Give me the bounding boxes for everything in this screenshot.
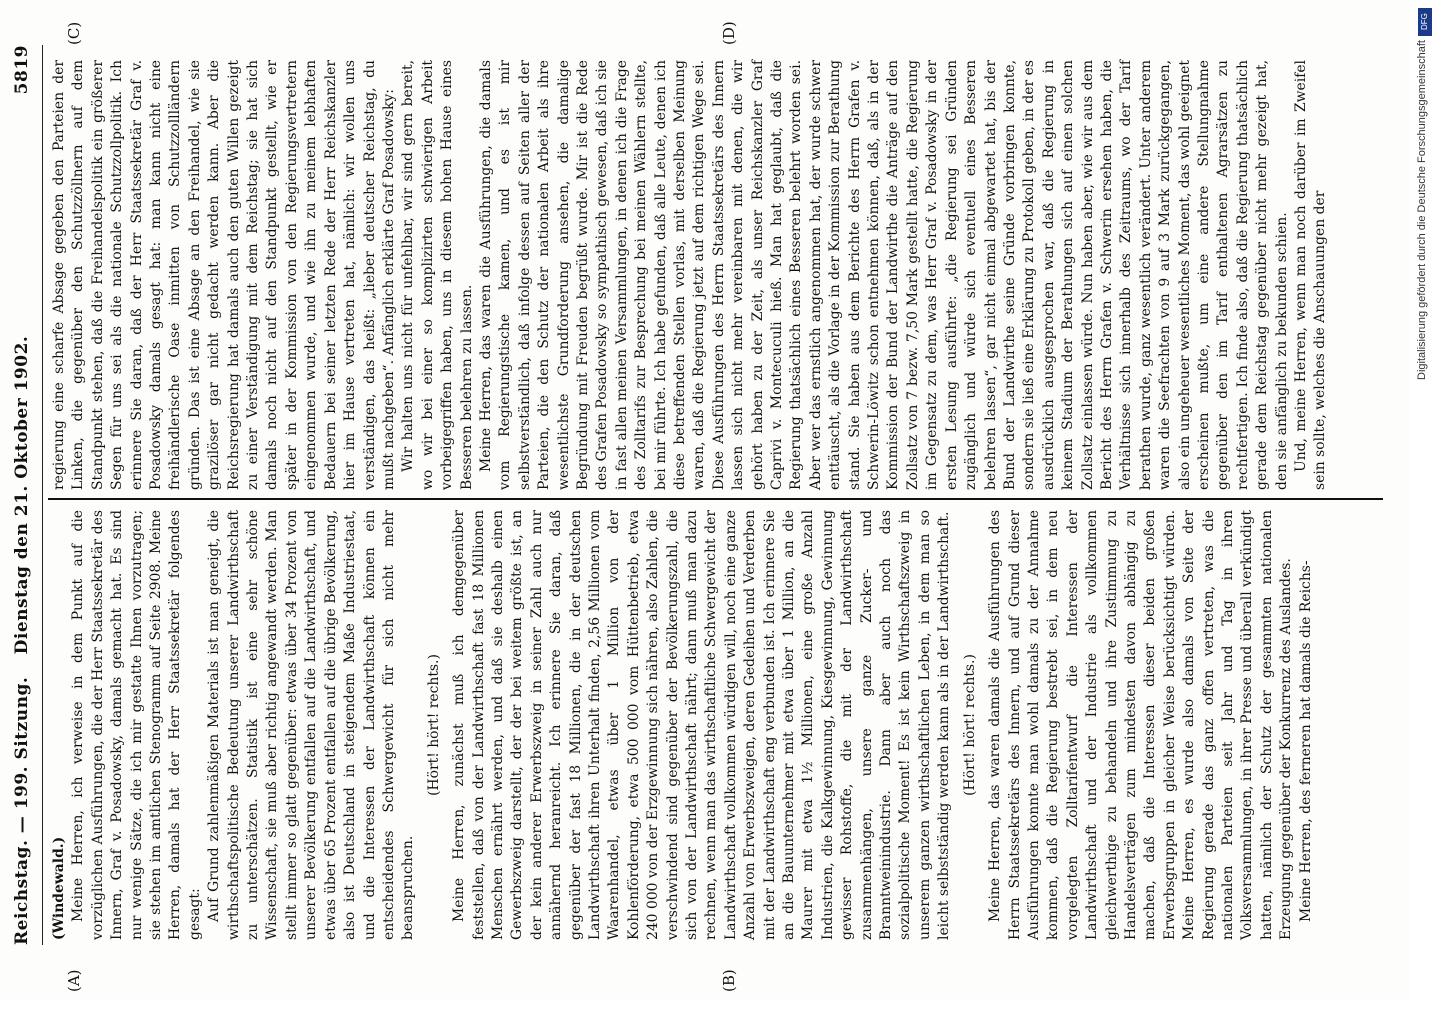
interjection: (Hört! hört! rechts.): [961, 654, 978, 796]
margin-marker-d: (D): [720, 21, 738, 45]
left-column: [50, 510, 1316, 940]
paragraph: regierung eine scharfe Absage gegeben den Parteien der Linken, die gegenüber den Schutzzöllnern auf dem Standpunkt stehen, daß die Freihandelspolitik ein größerer Segen für uns sei als die nationale Schutzzollpolitik. Ich erinnere Sie daran, daß der Herr Staatssekretär Graf v. Posadowsky damals gesagt hat: man kann nicht eine freihändlerische Oase inmitten von Schutzzollländern gründen. Das ist eine Absage an den Freihandel, wie sie grazilöser gar nicht gedacht werden kann. Aber die Reichsregierung hat damals auch den guten Willen gezeigt zu einer Verständigung mit dem Reichstag; sie hat sich damals noch nicht auf den Standpunkt gestellt, wie er später in der Kommission von den Regierungsvertretern eingenommen wurde, und wie ihn zu meinem lebhaften Bedauern bei seiner letzten Rede der Herr Reichskanzler hier im Hause vertreten hat, nämlich: wir wollen uns verständigen, das heißt: „lieber deutscher Reichstag, du mußt nachgeben“. Anfänglich erklärte Graf Posadowsky:: [51, 60, 397, 490]
interjection: (Hört! hört! rechts.): [425, 654, 442, 796]
quote-paragraph: Wir halten uns nicht für unfehlbar, wir sind gern bereit, wo wir bei einer so komplizirten schwierigen Arbeit vorbeigegriffen haben, uns in diesem hohen Hause eines Besseren belehren zu lassen.: [400, 60, 475, 490]
paragraph: Meine Herren, des ferneren hat damals die Reichs-: [1297, 560, 1314, 922]
column-divider: [48, 498, 1383, 500]
header-session: Reichstag. — 199. Sitzung.: [12, 676, 32, 945]
header-page-number: 5819: [12, 45, 32, 95]
paragraph: Und, meine Herren, wenn man noch darüber im Zweifel sein sollte, welches die Anschauungen der: [1293, 60, 1329, 490]
credit-text: Digitalisierung gefördert durch die Deutsche Forschungsgemeinschaft: [1416, 40, 1428, 380]
margin-marker-b: (B): [720, 969, 738, 992]
page-header: [10, 45, 40, 945]
paragraph: Meine Herren, das waren die Ausführungen, die damals vom Regierungstische kamen, und es ist mir selbstverständlich, daß infolge dessen auf Seiten aller der Parteien, die den Schutz der nationalen Arbeit als ihre wesentlichste Grundforderung ansehen, die damalige Begründung mit Freuden begrüßt wurde. Mir ist die Rede des Grafen Posadowsky so sympathisch gewesen, daß ich sie in fast allen meinen Versammlungen, in denen ich die Frage des Zolltarifs zur Besprechung bei meinen Wählern stellte, bei mir führte. Ich habe gefunden, daß alle Leute, denen ich diese betreffenden Stellen vorlas, mit derselben Meinung waren, daß die Regierung jetzt auf dem richtigen Wege sei. Diese Ausführungen des Herrn Staatssekretärs des Innern lassen sich nicht mehr vereinbaren mit denen, die wir gehört haben zu der Zeit, als unser Reichskanzler Graf Caprivi v. Montecuculi hieß. Man hat geglaubt, daß die Regierung thatsächlich eines Besseren belehrt worden sei. Aber wer das ernstlich angenommen hat, der wurde schwer enttäuscht, als die Vorlage in der Kommission zur Berathung stand. Sie haben aus dem Berichte des Herrn Grafen v. Schwerin-Löwitz schon entnehmen können, daß, als in der Kommission der Bund der Landwirthe die Anträge auf den Zollsatz von 7 bezw. 7,50 Mark gestellt hatte, die Regierung im Gegensatz zu dem, was Herr Graf v. Posadowsky in der ersten Lesung ausführte: „die Regierung sei Gründen zugänglich und würde sich eventuell eines Besseren belehren lassen“, gar nicht einmal abgewartet hat, bis der Bund der Landwirthe seine Gründe vorbringen konnte, sondern sie ließ eine Erklärung zu Protokoll geben, in der es ausdrücklich ausgesprochen war, daß die Regierung in keinem Stadium der Berathungen sich auf einen solchen Zollsatz einlassen würde. Nun haben aber, wie wir aus dem Bericht des Herrn Grafen v. Schwerin ersehen haben, die Verhältnisse sich innerhalb des Zeitraums, wo der Tarif berathen wurde, ganz wesentlich verändert. Unter anderem waren die Seefrachten von 9 auf 3 Mark zurückgegangen, also ein ungeheuer wesentliches Moment, das wohl geeignet erscheinen mußte, um eine andere Stellungnahme gegenüber den im Tarif enthaltenen Agrarsätzen zu rechtfertigen. Ich finde also, daß die Regierung thatsächlich gerade dem Reichstag gegenüber nicht mehr gezeigt hat, den sie anfänglich zu bekunden schien.: [477, 60, 1290, 490]
right-column: [50, 60, 1331, 490]
digitization-credit: [1416, 40, 1430, 1020]
speaker-label: (Windewald.): [51, 836, 67, 940]
quote-paragraph: Auf Grund zahlenmäßigen Materials ist man geneigt, die wirthschaftspolitische Bedeutung unserer Landwirthschaft zu unterschätzen. Statistik ist eine sehr schöne Wissenschaft, sie muß aber richtig angewandt werden. Man stellt immer so glatt gegenüber: etwas über 34 Prozent von unserer Bevölkerung entfallen auf die Landwirthschaft, und etwas über 65 Prozent entfallen auf die übrige Bevölkerung, also ist Deutschland in steigendem Maße Industriestaat, und die Interessen der Landwirthschaft können ein entscheidendes Schwergewicht für sich nicht mehr beanspruchen.: [206, 510, 417, 940]
dfg-logo: DFG: [1418, 8, 1432, 36]
quote-paragraph: Meine Herren, zunächst muß ich demgegenüber feststellen, daß von der Landwirthschaft fast 18 Millionen Menschen ernährt werden, und daß sie deshalb einen Gewerbszweig darstellt, der der bei weitem größte ist, an der kein anderer Erwerbszweig in seiner Zahl auch nur annähernd heranreicht. Ich erinnere Sie daran, daß gegenüber der fast 18 Millionen, die in der deutschen Landwirthschaft ihren Unterhalt finden, 2,56 Millionen vom Waarenhandel, etwas über 1 Million von der Kohlenförderung, etwa 500 000 vom Hüttenbetrieb, etwa 240 000 von der Erzgewinnung sich nähren, also Zahlen, die verschwindend sind gegenüber der Bevölkerungszahl, die sich von der Landwirthschaft nährt; dann muß man dazu rechnen, wenn man das wirthschaftliche Schwergewicht der Landwirthschaft vollkommen würdigen will, noch eine ganze Anzahl von Erwerbszweigen, deren Gedeihen und Verderben mit der Landwirthschaft eng verbunden ist. Ich erinnere Sie an die Bauunternehmer mit etwa über 1 Million, an die Maurer mit etwa 1½ Millionen, eine große Anzahl Industrien, die Kalkgewinnung, Kiesgewinnung, Gewinnung gewisser Rohstoffe, die mit der Landwirthschaft zusammenhängen, unsere ganze Zucker- und Branntweinindustrie. Dann aber auch noch das sozialpolitische Moment! Es ist kein Wirthschaftszweig in unserem ganzen wirthschaftlichen Leben, in dem man so leicht selbstständig werden kann als in der Landwirthschaft.: [451, 510, 953, 940]
margin-marker-c: (C): [65, 21, 83, 45]
paragraph: Meine Herren, das waren damals die Ausführungen des Herrn Staatssekretärs des Innern, und auf Grund dieser Ausführungen konnte man wohl damals zu der Annahme kommen, daß die Regierung bestrebt sei, in dem neu vorgelegten Zolltarifentwurf die Interessen der Landwirthschaft und der Industrie als vollkommen gleichwerthige zu behandeln und ihre Zustimmung zu Handelsverträgen zum mindesten davon abhängig zu machen, daß die Interessen dieser beiden großen Erwerbsgruppen in gleicher Weise berücksichtigt würden. Meine Herren, es wurde also damals von Seite der Regierung gerade das ganz offen vertreten, was die nationalen Parteien seit Jahr und Tag in ihren Volksversammlungen, in ihrer Presse und überall verkündigt hatten, nämlich der Schutz der gesammten nationalen Erzeugung gegenüber der Konkurrenz des Auslandes.: [987, 510, 1295, 940]
paragraph: Meine Herren, ich verweise in dem Punkt auf die vorzüglichen Ausführungen, die der Herr Staatssekretär des Innern, Graf v. Posadowsky, damals gemacht hat. Es sind nur wenige Sätze, die ich mir gestatte Ihnen vorzutragen; sie stehen im amtlichen Stenogramm auf Seite 2908. Meine Herren, damals hat der Herr Staatssekretär folgendes gesagt:: [70, 510, 203, 940]
header-date: Dienstag den 21. Oktober 1902.: [12, 335, 32, 655]
header-rule: [42, 45, 43, 945]
margin-marker-a: (A): [65, 969, 83, 992]
